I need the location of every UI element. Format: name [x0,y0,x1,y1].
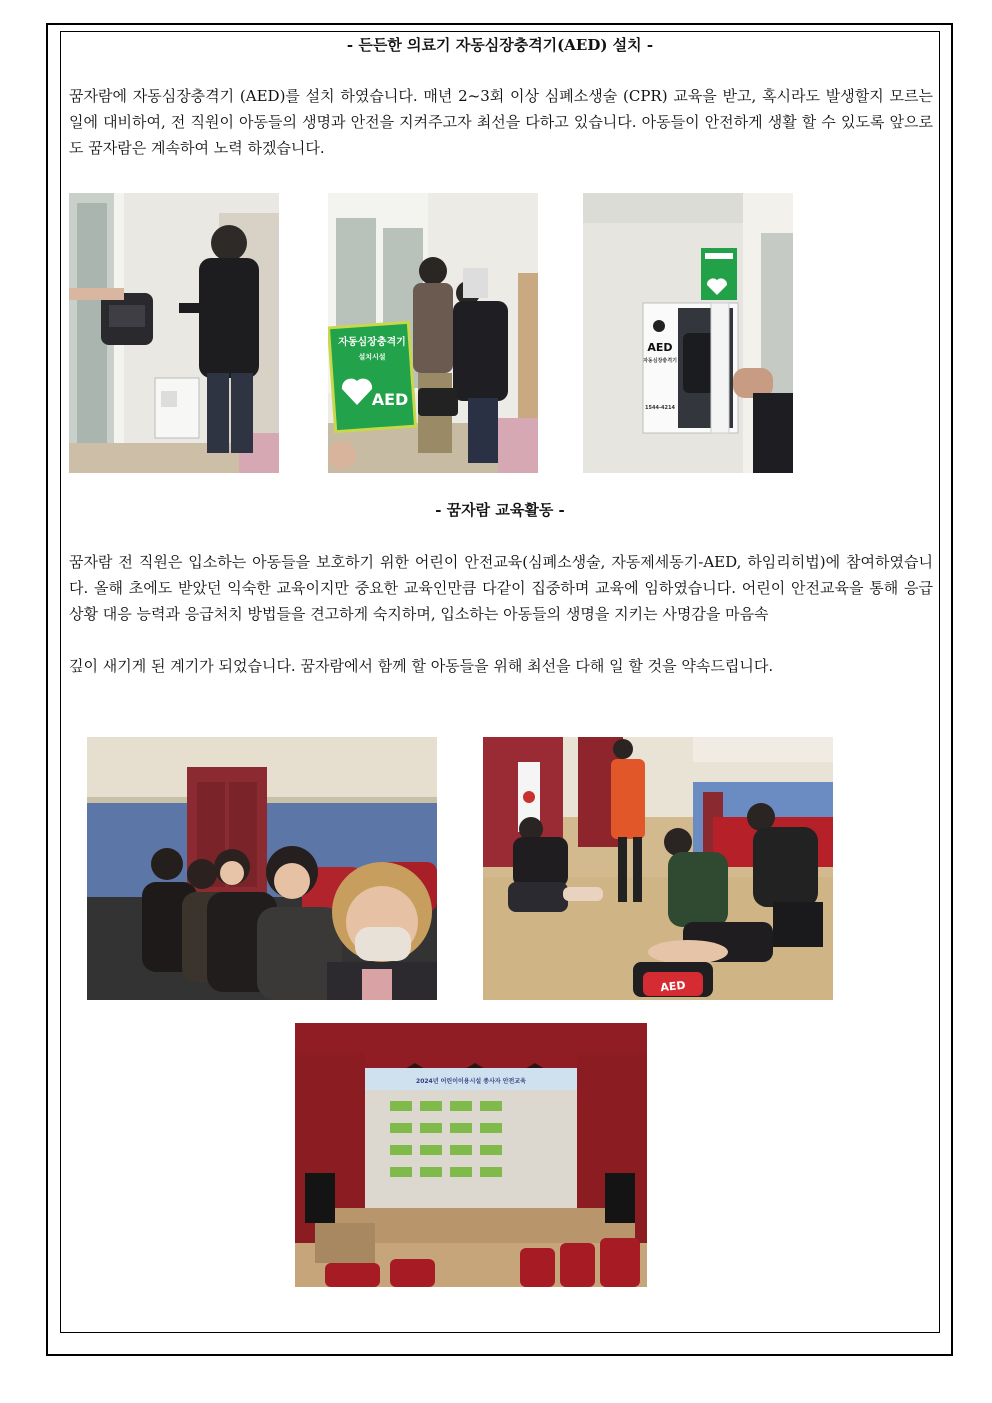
section-title-education: - 꿈자람 교육활동 - [435,501,565,519]
photo-cpr-training [483,737,833,1000]
section-title-aed: - 든든한 의료기 자동심장충격기(AED) 설치 - [346,36,654,54]
section-body-education-2: 깊이 새기게 된 계기가 되었습니다. 꿈자람에서 함께 할 아동들을 위해 최선을 다해 일 할 것을 약속드립니다. [69,657,774,675]
photo-aed-cabinet [583,193,793,473]
mat-aed-text: AED [659,978,687,995]
sign-title-text: 자동심장충격기 [338,337,406,348]
cabinet-aed-text: AED [647,341,673,354]
section-body-education-1: 꿈자람 전 직원은 입소하는 아동들을 보호하기 위한 어린이 안전교육(심폐소생술, 자동제세동기-AED, 하임리히법)에 참여하였습니다. 올해 초에도 받았던 익숙한 교육이지만 중요한 교육인만큼 다같이 집중하며 교육에 임하였습니다. 어린이 안전교육을 통해 응급 상황 대응 능력과 응급처치 방법들을 견고하게 숙지하며, 입소하는 아동들의 생명을 지키는 사명감을 마음속 [69,553,933,623]
cabinet-sub-text: 자동심장충격기 [643,358,677,364]
photo-staff-selfie [87,737,437,1000]
section-body-aed: 꿈자람에 자동심장충격기 (AED)를 설치 하였습니다. 매년 2~3회 이상 심폐소생술 (CPR) 교육을 받고, 혹시라도 발생할지 모르는 일에 대비하여, 전 직원이 아동들의 생명과 안전을 지켜주고자 최선을 다하고 있습니다. 아동들이 안전하게 생활 할 수 있도록 앞으로도 꿈자람은 계속하여 노력 하겠습니다. [69,87,933,157]
sign-sub-text: 설치시설 [358,353,386,361]
sign-aed-text: AED [371,390,409,409]
screen-title-text: 2024년 어린이이용시설 종사자 안전교육 [416,1078,526,1085]
cabinet-phone-text: 1544-4214 [645,405,675,411]
photo-aed-install-1 [69,193,279,473]
photo-aed-install-2 [328,193,538,473]
photo-auditorium-stage [295,1023,647,1287]
